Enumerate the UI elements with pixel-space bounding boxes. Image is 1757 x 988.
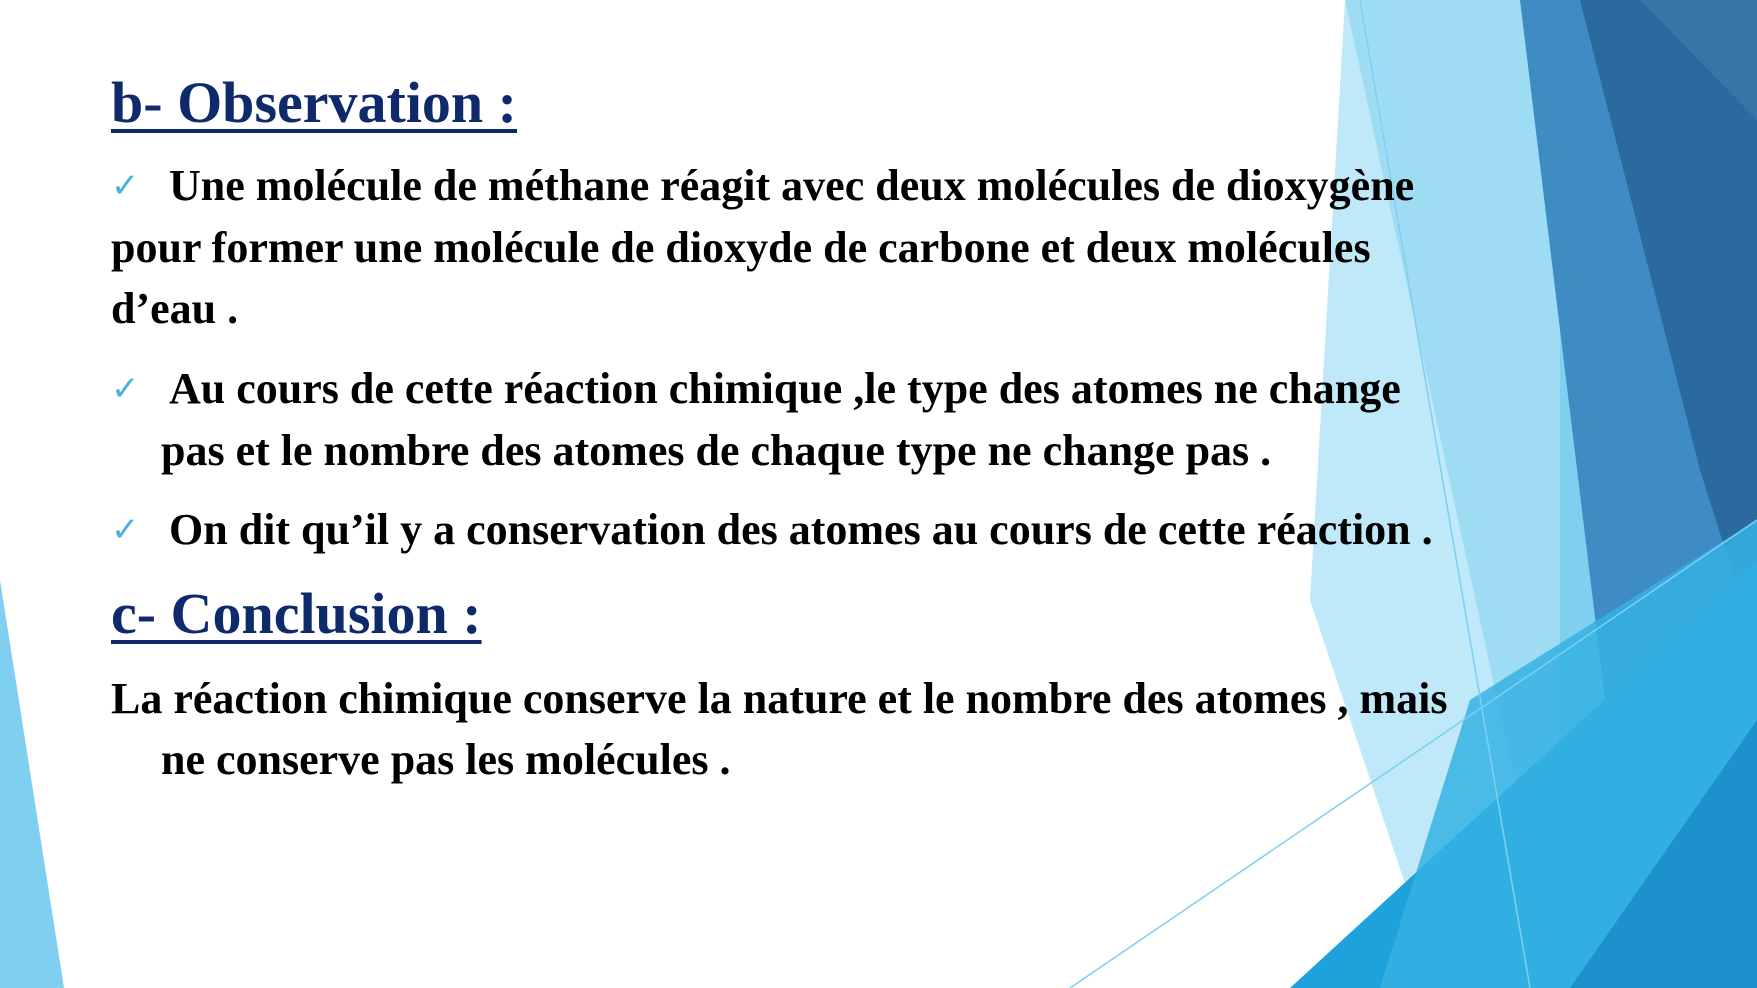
checkmark-icon: ✓: [111, 166, 140, 206]
left-edge-shape: [0, 580, 64, 988]
bullet-text: Une molécule de méthane réagit avec deux molécules de dioxygène: [169, 161, 1415, 210]
checkmark-icon: ✓: [111, 369, 140, 409]
bullet-text: Au cours de cette réaction chimique ,le type des atomes ne change: [169, 364, 1401, 413]
bullet-line: pour former une molécule de dioxyde de carbone et deux molécules: [111, 223, 1371, 272]
conclusion-line: ne conserve pas les molécules .: [161, 735, 731, 784]
observation-bullet: [111, 358, 1401, 481]
bullet-line: pas et le nombre des atomes de chaque type ne change pas .: [161, 426, 1272, 475]
observation-bullet: [111, 155, 1414, 339]
bullet-line: d’eau .: [111, 284, 239, 333]
bullet-line: [111, 358, 1401, 420]
conclusion-heading: c- Conclusion :: [111, 581, 482, 646]
checkmark-icon: ✓: [111, 510, 140, 550]
conclusion-text: [111, 668, 1448, 790]
bullet-line: [111, 499, 1433, 561]
observation-heading: b- Observation :: [111, 70, 517, 135]
bullet-line: [111, 155, 1414, 217]
conclusion-line: La réaction chimique conserve la nature et le nombre des atomes , mais: [111, 674, 1448, 723]
bullet-text: On dit qu’il y a conservation des atomes au cours de cette réaction .: [169, 505, 1433, 554]
observation-bullet: [111, 499, 1433, 561]
